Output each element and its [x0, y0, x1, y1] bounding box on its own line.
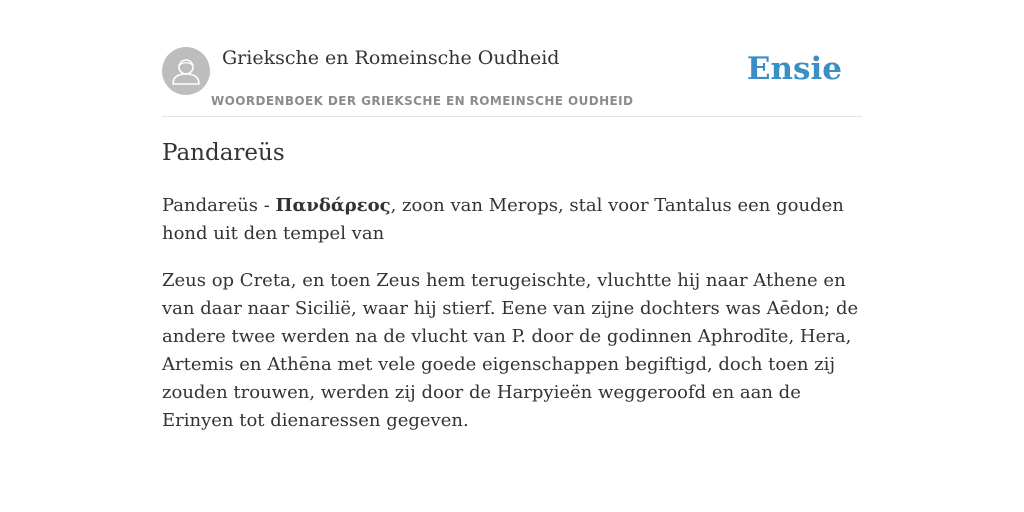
ensie-logo[interactable]: Ensie [746, 51, 842, 87]
dictionary-subtitle: WOORDENBOEK DER GRIEKSCHE EN ROMEINSCHE OUDHEID [211, 94, 634, 108]
dictionary-title-link[interactable]: Grieksche en Romeinsche Oudheid [222, 47, 560, 69]
entry-paragraph-1-text: , zoon van Merops, stal voor Tantalus een gouden hond uit den tempel van [162, 195, 844, 244]
entry-lead: Pandareüs - [162, 195, 276, 216]
entry-title: Pandareüs [162, 140, 285, 166]
site-header [162, 46, 862, 117]
user-icon[interactable] [162, 47, 210, 95]
greek-term: Πανδάρεος [275, 195, 391, 216]
entry-paragraph-2: Zeus op Creta, en toen Zeus hem terugeischte, vluchtte hij naar Athene en van daar naar Sicilië, waar hij stierf. Eene van zijne dochters was Aēdon; de andere twee werden na de vlucht van P. door de godinnen Aphrodīte, Hera, Artemis en Athēna met vele goede eigenschappen begiftigd, doch toen zij zouden trouwen, werden zij door de Harpyieën weggeroofd en aan de Erinyen tot dienaressen gegeven. [162, 270, 859, 431]
entry-paragraph-1 [162, 192, 862, 248]
entry-body [162, 192, 862, 454]
